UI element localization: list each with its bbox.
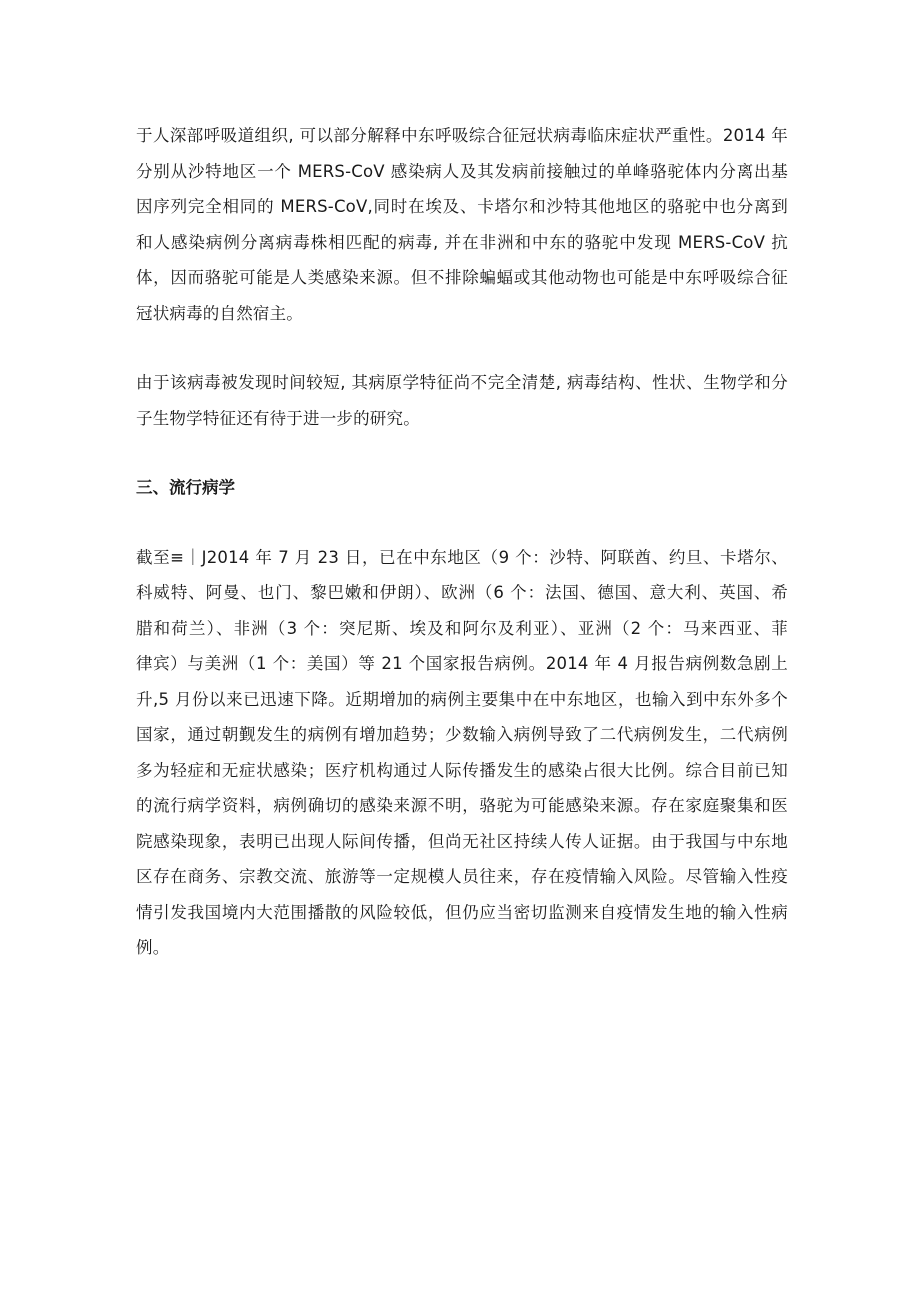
text-line: 的流行病学资料，病例确切的感染来源不明，骆驼为可能感染来源。存在家庭聚集和医 [136, 796, 788, 815]
text-line: 区存在商务、宗教交流、旅游等一定规模人员往来，存在疫情输入风险。尽管输入性疫 [136, 867, 788, 886]
text-line: 科威特、阿曼、也门、黎巴嫩和伊朗）、欧洲（6 个：法国、德国、意大利、英国、希 [136, 583, 788, 602]
paragraph-1 [136, 118, 788, 331]
text-line: 由于该病毒被发现时间较短, 其病原学特征尚不完全清楚, 病毒结构、性状、生物学和分 [136, 373, 788, 392]
paragraph-spacer [136, 436, 788, 470]
text-line: 国家，通过朝觐发生的病例有增加趋势；少数输入病例导致了二代病例发生，二代病例 [136, 725, 788, 744]
paragraph-3 [136, 540, 788, 966]
section-heading: 三、流行病学 [136, 478, 235, 497]
text-line: 升,5 月份以来已迅速下降。近期增加的病例主要集中在中东地区，也输入到中东外多个 [136, 689, 788, 709]
text-line: 于人深部呼吸道组织, 可以部分解释中东呼吸综合征冠状病毒临床症状严重性。2014 年 [136, 126, 788, 145]
text-line: 律宾）与美洲（1 个：美国）等 21 个国家报告病例。2014 年 4 月报告病例数急剧上 [136, 654, 788, 673]
document-page [136, 118, 788, 966]
paragraph-2 [136, 365, 788, 436]
text-line: 例。 [136, 938, 170, 957]
paragraph-spacer [136, 331, 788, 365]
text-line: 因序列完全相同的 MERS-CoV,同时在埃及、卡塔尔和沙特其他地区的骆驼中也分离到 [136, 197, 788, 216]
text-line: 子生物学特征还有待于进一步的研究。 [136, 408, 420, 428]
text-line: 多为轻症和无症状感染；医疗机构通过人际传播发生的感染占很大比例。综合目前已知 [136, 760, 788, 780]
text-line: 体，因而骆驼可能是人类感染来源。但不排除蝙蝠或其他动物也可能是中东呼吸综合征 [136, 268, 788, 287]
text-line: 和人感染病例分离病毒株相匹配的病毒, 并在非洲和中东的骆驼中发现 MERS-CoV 抗 [136, 232, 788, 252]
text-line: 情引发我国境内大范围播散的风险较低，但仍应当密切监测来自疫情发生地的输入性病 [136, 902, 788, 922]
text-line: 截至≡｜J2014 年 7 月 23 日，已在中东地区（9 个：沙特、阿联酋、约旦、卡塔尔、 [136, 547, 788, 567]
text-line: 院感染现象，表明已出现人际间传播，但尚无社区持续人传人证据。由于我国与中东地 [136, 831, 788, 851]
text-line: 腊和荷兰）、非洲（3 个：突尼斯、埃及和阿尔及利亚）、亚洲（2 个：马来西亚、菲 [136, 618, 788, 638]
paragraph-spacer [136, 506, 788, 540]
text-line: 分别从沙特地区一个 MERS-CoV 感染病人及其发病前接触过的单峰骆驼体内分离出基 [136, 161, 788, 181]
text-line: 冠状病毒的自然宿主。 [136, 303, 303, 323]
